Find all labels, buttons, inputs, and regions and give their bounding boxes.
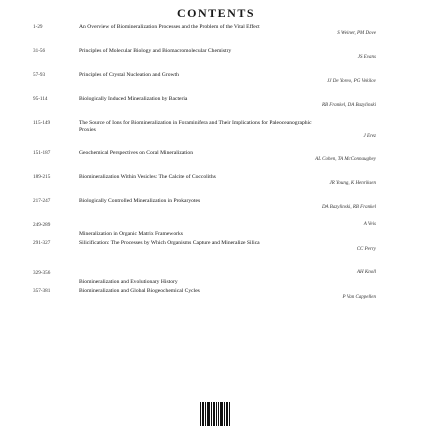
page-range: 217-247 xyxy=(33,198,51,204)
page-range: 1-29 xyxy=(33,24,43,30)
chapter-authors: JR Young, K Henriksen xyxy=(329,181,376,186)
page-title: CONTENTS xyxy=(176,6,256,20)
chapter-title: Biomineralization and Global Biogeochemical Cycles xyxy=(79,288,200,294)
toc-entry xyxy=(33,174,378,198)
toc-entry xyxy=(33,240,378,270)
toc-entry xyxy=(33,24,378,48)
page-range: 249-289 xyxy=(33,222,51,228)
chapter-title: An Overview of Biomineralization Processes and the Problem of the Vital Effect xyxy=(79,24,260,30)
barcode-graphic xyxy=(200,402,232,426)
chapter-authors: S Weiner, PM Dove xyxy=(337,31,376,36)
chapter-authors: DA Bazylinski, RB Frankel xyxy=(321,205,376,210)
chapter-title: Biologically Controlled Mineralization in Prokaryotes xyxy=(79,198,201,204)
chapter-title: Silicification: The Processes by Which Organisms Capture and Mineralize Silica xyxy=(79,240,260,246)
chapter-title: Principles of Molecular Biology and Biomacromolecular Chemistry xyxy=(79,48,232,54)
chapter-authors: AL Cohen, TA McConnaughey xyxy=(315,157,376,162)
chapter-authors: J Erez xyxy=(363,134,376,139)
chapter-title: Biologically Induced Mineralization by Bacteria xyxy=(79,96,188,102)
page-range: 291-327 xyxy=(33,240,51,246)
page-range: 115-149 xyxy=(33,120,51,126)
toc-entry xyxy=(33,72,378,96)
chapter-title: Biomineralization and Evolutionary History xyxy=(79,279,178,285)
toc-entry xyxy=(33,48,378,72)
toc-entry xyxy=(33,288,378,312)
page-range: 329-356 xyxy=(33,270,51,276)
chapter-authors: JJ De Yoreo, PG Vekilov xyxy=(327,79,376,84)
page-range: 31-56 xyxy=(33,48,46,54)
chapter-authors: A Veis xyxy=(363,222,376,227)
chapter-authors: RB Frankel, DA Bazylinski xyxy=(321,103,376,108)
toc-entry xyxy=(33,96,378,120)
page-range: 357-381 xyxy=(33,288,51,294)
page-range: 189-215 xyxy=(33,174,51,180)
toc-entry xyxy=(33,198,378,222)
chapter-title: Biomineralization Within Vesicles: The Calcite of Coccoliths xyxy=(79,174,216,180)
chapter-authors: P Van Cappellen xyxy=(342,295,376,300)
chapter-title: Principles of Crystal Nucleation and Growth xyxy=(79,72,179,78)
chapter-title: The Source of Ions for Biomineralization in Foraminifera and Their Implications for Paleoceanographic Proxies xyxy=(79,120,312,133)
page-range: 57-93 xyxy=(33,72,46,78)
chapter-authors: AH Knoll xyxy=(356,270,376,275)
chapter-title: Mineralization in Organic Matrix Frameworks xyxy=(79,231,183,237)
table-of-contents xyxy=(33,24,378,312)
toc-entry xyxy=(33,222,378,240)
chapter-title: Geochemical Perspectives on Coral Mineralization xyxy=(79,150,194,156)
chapter-authors: JS Evans xyxy=(357,55,376,60)
toc-entry xyxy=(33,120,378,150)
page-range: 95-114 xyxy=(33,96,48,102)
chapter-authors: CC Perry xyxy=(356,247,376,252)
toc-entry xyxy=(33,270,378,288)
toc-entry xyxy=(33,150,378,174)
page-range: 151-187 xyxy=(33,150,51,156)
